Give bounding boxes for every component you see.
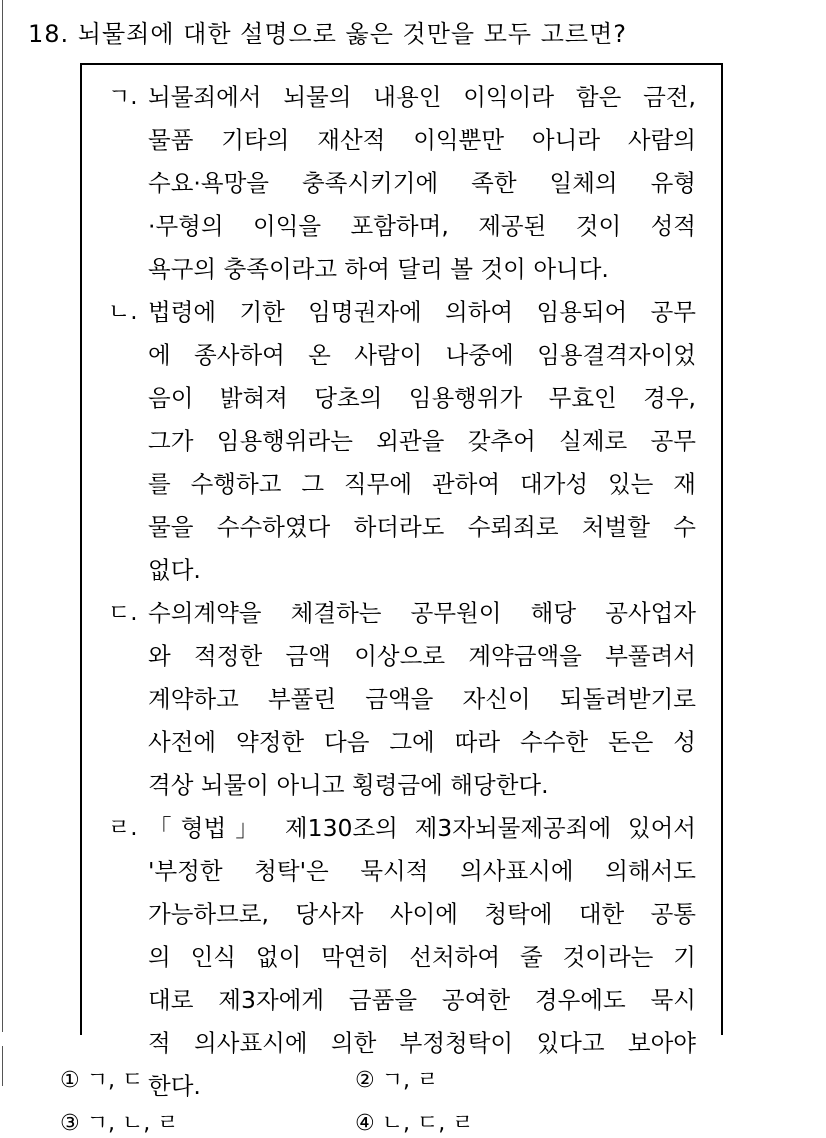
statement-item [108,291,696,592]
statement-line: 의 인식 없이 막연히 선처하여 줄 것이라는 기 [148,943,696,971]
choice-1[interactable]: ① ㄱ, ㄷ [60,1068,144,1093]
question-title: 18. 뇌물죄에 대한 설명으로 옳은 것만을 모두 고르면? [28,20,627,48]
statement-line: 와 적정한 금액 이상으로 계약금액을 부풀려서 [148,642,696,670]
statement-line: '부정한 청탁'은 묵시적 의사표시에 의해서도 [148,857,696,885]
statement-list [108,76,696,1108]
statement-line: 를 수행하고 그 직무에 관하여 대가성 있는 재 [148,470,696,498]
statement-line: 그가 임용행위라는 외관을 갖추어 실제로 공무 [148,427,696,455]
statement-label: ㄱ. [108,84,138,110]
statement-line: 법령에 기한 임명권자에 의하여 임용되어 공무 [148,298,696,326]
statement-line: 물품 기타의 재산적 이익뿐만 아니라 사람의 [148,126,696,154]
statement-line: 격상 뇌물이 아니고 횡령금에 해당한다. [148,771,549,799]
statement-line: 한다. [148,1072,201,1100]
statement-line: 음이 밝혀져 당초의 임용행위가 무효인 경우, [148,384,696,412]
statement-line: 에 종사하여 온 사람이 나중에 임용결격자이었 [148,341,696,369]
column-divider [2,0,3,1032]
statement-line: 욕구의 충족이라고 하여 달리 볼 것이 아니다. [148,255,609,283]
statement-line: 대로 제3자에게 금품을 공여한 경우에도 묵시 [148,986,696,1014]
statement-line: 「형법」 제130조의 제3자뇌물제공죄에 있어서 [148,814,696,842]
statement-label: ㄹ. [108,815,138,841]
statement-label: ㄷ. [108,600,138,626]
choice-4[interactable]: ④ ㄴ, ㄷ, ㄹ [355,1111,474,1136]
choice-3[interactable]: ③ ㄱ, ㄴ, ㄹ [60,1111,179,1136]
statement-item [108,592,696,807]
statement-label: ㄴ. [108,299,138,325]
statement-line: 사전에 약정한 다음 그에 따라 수수한 돈은 성 [148,728,696,756]
statement-line: 없다. [148,556,201,584]
statement-line: 물을 수수하였다 하더라도 수뢰죄로 처벌할 수 [148,513,696,541]
statement-line: ·무형의 이익을 포함하며, 제공된 것이 성적 [148,212,696,240]
statement-line: 계약하고 부풀린 금액을 자신이 되돌려받기로 [148,685,696,713]
statement-line: 뇌물죄에서 뇌물의 내용인 이익이라 함은 금전, [148,83,696,111]
statement-line: 수의계약을 체결하는 공무원이 해당 공사업자 [148,599,696,627]
column-divider [2,1046,3,1086]
statement-line: 가능하므로, 당사자 사이에 청탁에 대한 공통 [148,900,696,928]
statement-item [108,76,696,291]
statement-line: 수요·욕망을 충족시키기에 족한 일체의 유형 [148,169,696,197]
statement-line: 적 의사표시에 의한 부정청탁이 있다고 보아야 [148,1029,696,1057]
choice-2[interactable]: ② ㄱ, ㄹ [355,1068,439,1093]
